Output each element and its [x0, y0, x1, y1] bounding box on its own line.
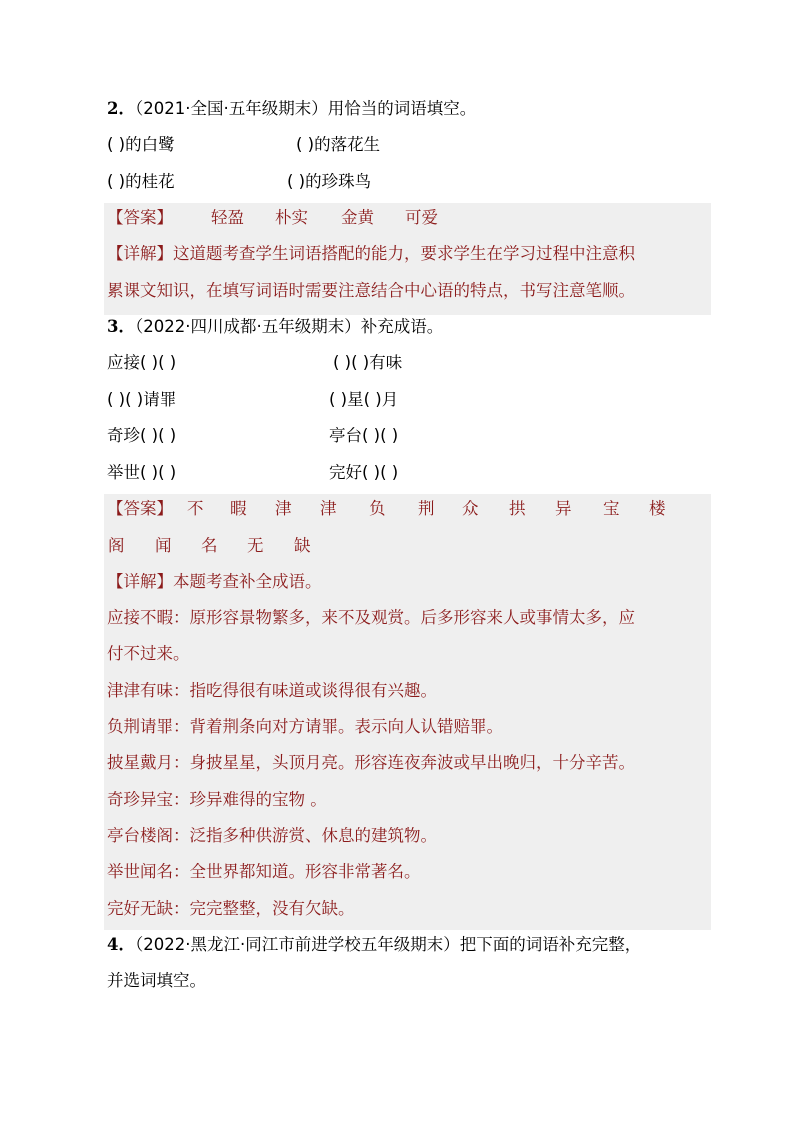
q3-answer-4: 津 — [320, 499, 337, 518]
q3-explanation: 奇珍异宝：珍异难得的宝物 。 — [107, 790, 327, 809]
q4-heading — [107, 934, 641, 956]
q3-explanation: 应接不暇：原形容景物繁多，来不及观赏。后多形容来人或事情太多，应 — [107, 608, 635, 627]
q3-answer-5: 负 — [369, 499, 386, 518]
q3-answer-12: 阁 — [108, 536, 125, 555]
q3-heading — [107, 316, 443, 338]
q3-answer-10: 宝 — [603, 499, 620, 518]
q2-answer-4: 可爱 — [405, 208, 438, 227]
q2-blank-1: ( )的白鹭 — [107, 135, 175, 154]
q3-answer-15: 无 — [247, 536, 264, 555]
q2-prompt: 用恰当的词语填空。 — [327, 99, 477, 118]
q3-answer-14: 名 — [201, 536, 218, 555]
q3-answer-13: 闻 — [155, 536, 172, 555]
q3-idiom-5: 奇珍( )( ) — [107, 426, 177, 445]
q2-detail-line-1: 【详解】这道题考查学生词语搭配的能力，要求学生在学习过程中注意积 — [107, 244, 635, 263]
q3-explanation: 亭台楼阁：泛指多种供游赏、休息的建筑物。 — [107, 826, 437, 845]
q3-explanation: 披星戴月：身披星星，头顶月亮。形容连夜奔波或早出晚归，十分辛苦。 — [107, 753, 635, 772]
q3-detail-label: 【详解】 — [107, 572, 173, 591]
q3-idiom-8: 完好( )( ) — [329, 463, 399, 482]
q3-source: （2022·四川成都·五年级期末） — [134, 317, 361, 336]
q4-number: 4． — [107, 935, 135, 954]
q4-source: （2022·黑龙江·同江市前进学校五年级期末） — [134, 935, 460, 954]
q2-number: 2． — [107, 99, 135, 118]
q3-answer-2: 暇 — [230, 499, 247, 518]
q3-explanation: 负荆请罪：背着荆条向对方请罪。表示向人认错赔罪。 — [107, 717, 503, 736]
q3-number: 3． — [107, 317, 135, 336]
q3-explanation: 举世闻名：全世界都知道。形容非常著名。 — [107, 862, 421, 881]
q3-answer-1: 不 — [187, 499, 204, 518]
q3-explanation: 完好无缺：完完整整，没有欠缺。 — [107, 899, 355, 918]
q2-detail-label: 【详解】 — [107, 244, 173, 263]
q2-heading — [107, 98, 476, 120]
q3-answer-6: 荆 — [418, 499, 435, 518]
q2-blank-3: ( )的桂花 — [107, 172, 175, 191]
q3-detail-intro: 【详解】本题考查补全成语。 — [107, 572, 322, 591]
q3-idiom-3: ( )( )请罪 — [107, 390, 177, 409]
q3-answer-8: 拱 — [509, 499, 526, 518]
q2-answer-2: 朴实 — [275, 208, 308, 227]
q3-answer-11: 楼 — [649, 499, 666, 518]
q2-blank-2: ( )的落花生 — [296, 135, 381, 154]
q3-prompt: 补充成语。 — [360, 317, 444, 336]
q4-prompt-cont: 并选词填空。 — [107, 971, 206, 990]
q4-prompt: 把下面的词语补充完整， — [459, 935, 642, 954]
q3-idiom-4: ( )星( )月 — [329, 390, 399, 409]
q3-explanation: 津津有味：指吃得很有味道或谈得很有兴趣。 — [107, 681, 437, 700]
q3-explanation: 付不过来。 — [107, 644, 190, 663]
q3-idiom-2: ( )( )有味 — [333, 353, 403, 372]
q3-idiom-1: 应接( )( ) — [107, 353, 177, 372]
q3-idiom-7: 举世( )( ) — [107, 463, 177, 482]
q3-answer-label: 【答案】 — [107, 499, 173, 518]
q2-answer-1: 轻盈 — [211, 208, 244, 227]
q3-answer-3: 津 — [275, 499, 292, 518]
q2-answer-3: 金黄 — [341, 208, 374, 227]
q2-blank-4: ( )的珍珠鸟 — [287, 172, 372, 191]
q3-answer-9: 异 — [555, 499, 572, 518]
q3-answer-7: 众 — [462, 499, 479, 518]
q3-answer-16: 缺 — [294, 536, 311, 555]
q3-idiom-6: 亭台( )( ) — [329, 426, 399, 445]
q2-source: （2021·全国·五年级期末） — [134, 99, 328, 118]
q2-detail-line-2: 累课文知识，在填写词语时需要注意结合中心语的特点，书写注意笔顺。 — [107, 281, 635, 300]
q2-answer-label: 【答案】 — [107, 208, 173, 227]
